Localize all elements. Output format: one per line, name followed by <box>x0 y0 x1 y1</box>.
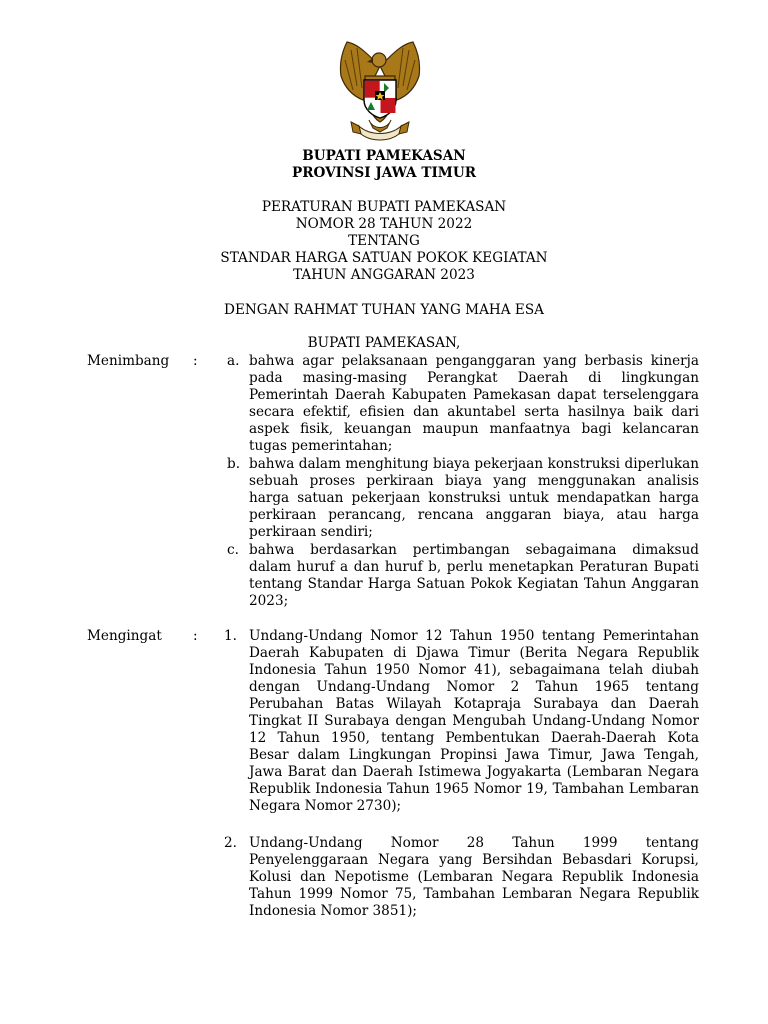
menimbang-item-b-marker: b. <box>227 456 241 472</box>
regulation-type: PERATURAN BUPATI PAMEKASAN <box>261 199 507 215</box>
mengingat-label: Mengingat <box>87 628 162 644</box>
office-title: BUPATI PAMEKASAN <box>302 148 466 164</box>
regulation-subject: STANDAR HARGA SATUAN POKOK KEGIATAN <box>220 250 548 266</box>
menimbang-item-a-marker: a. <box>227 353 240 369</box>
mengingat-item-2-marker: 2. <box>224 835 237 851</box>
regulation-about: TENTANG <box>348 233 420 249</box>
menimbang-label: Menimbang <box>87 353 170 369</box>
mengingat-item-2: Undang-Undang Nomor 28 Tahun 1999 tentang Penyelenggaraan Negara yang Bersihdan Bebasdari Korupsi, Kolusi dan Nepotisme (Lembaran Negara Republik Indonesia Tahun 1999 Nomor 75, Tambahan Lembaran Negara Republik Indonesia Nomor 3851); <box>249 835 699 919</box>
regulation-number: NOMOR 28 TAHUN 2022 <box>295 216 473 232</box>
province-title: PROVINSI JAWA TIMUR <box>291 165 476 181</box>
preamble-blessing: DENGAN RAHMAT TUHAN YANG MAHA ESA <box>224 302 544 318</box>
mengingat-colon: : <box>193 628 198 644</box>
menimbang-item-c-marker: c. <box>227 542 239 558</box>
preamble-authority: BUPATI PAMEKASAN, <box>307 335 461 351</box>
mengingat-item-1: Undang-Undang Nomor 12 Tahun 1950 tentang Pemerintahan Daerah Kabupaten di Djawa Timur (Berita Negara Republik Indonesia Tahun 1950 Nomor 41), sebagaimana telah diubah dengan Undang-Undang Nomor 2 Tahun 1965 tentang Perubahan Batas Wilayah Kotapraja Surabaya dan Daerah Tingkat II Surabaya dengan Mengubah Undang-Undang Nomor 12 Tahun 1950, tentang Pembentukan Daerah-Daerah Kota Besar dalam Lingkungan Propinsi Jawa Timur, Jawa Tengah, Jawa Barat dan Daerah Istimewa Jogyakarta (Lembaran Negara Republik Indonesia Tahun 1965 Nomor 19, Tambahan Lembaran Negara Nomor 2730); <box>249 628 699 814</box>
menimbang-item-a: bahwa agar pelaksanaan penganggaran yang berbasis kinerja pada masing-masing Perangkat Daerah di lingkungan Pemerintah Daerah Kabupaten Pamekasan dapat terselenggara secara efektif, efisien dan akuntabel serta hasilnya baik dari aspek fisik, keuangan maupun manfaatnya bagi kelancaran tugas pemerintahan; <box>249 353 699 454</box>
mengingat-item-1-marker: 1. <box>224 628 237 644</box>
menimbang-item-b: bahwa dalam menghitung biaya pekerjaan konstruksi diperlukan sebuah proses perkiraan biaya yang menggunakan analisis harga satuan pekerjaan konstruksi untuk mendapatkan harga perkiraan perancang, rencana anggaran biaya, atau harga perkiraan sendiri; <box>249 456 699 540</box>
menimbang-colon: : <box>193 353 198 369</box>
menimbang-item-c: bahwa berdasarkan pertimbangan sebagaimana dimaksud dalam huruf a dan huruf b, perlu menetapkan Peraturan Bupati tentang Standar Harga Satuan Pokok Kegiatan Tahun Anggaran 2023; <box>249 542 699 609</box>
regulation-year: TAHUN ANGGARAN 2023 <box>293 267 475 283</box>
garuda-pancasila-icon <box>329 36 431 146</box>
